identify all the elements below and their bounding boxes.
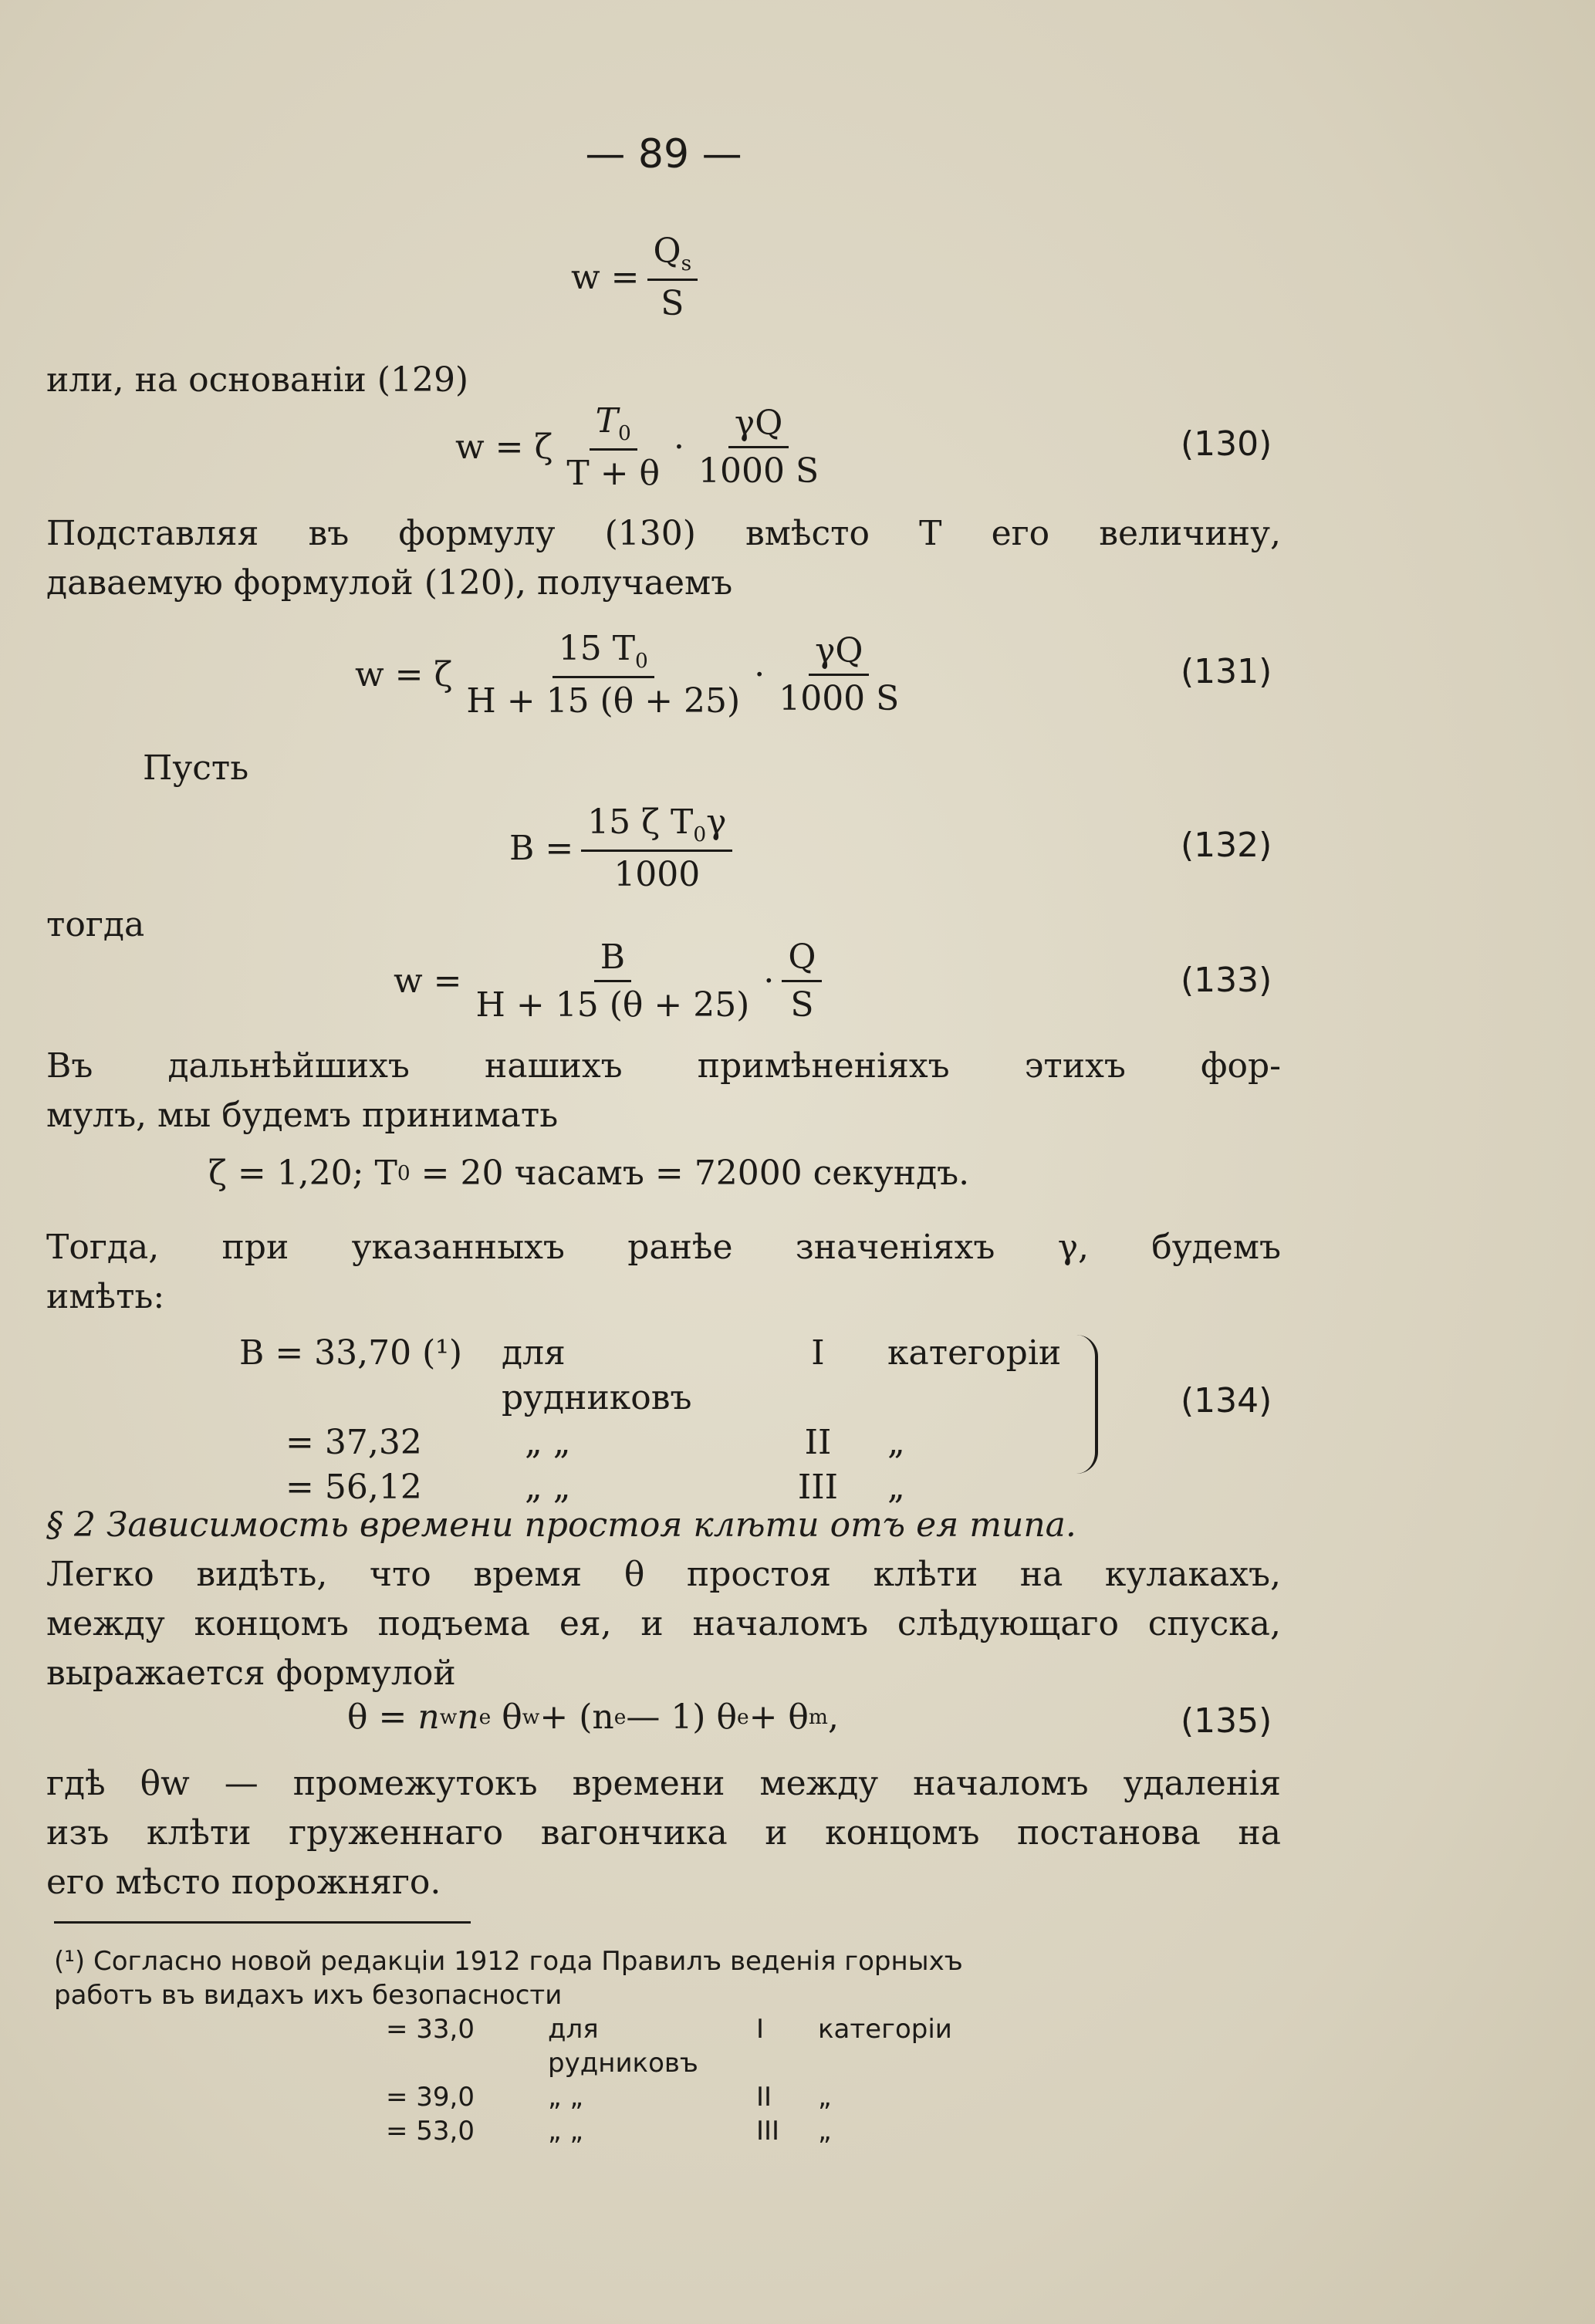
table-cell-cat: „	[887, 1468, 905, 1507]
equation-number-130: (130)	[1181, 424, 1272, 464]
subscript: e	[736, 1705, 749, 1729]
paragraph-line: Подставляя въ формулу (130) вмѣсто T его величину,	[46, 514, 1281, 553]
subscript: e	[613, 1705, 627, 1729]
fraction-numerator: B	[594, 937, 631, 982]
table-cell-cat: „	[818, 2082, 832, 2113]
fraction-numerator: T	[595, 401, 618, 441]
equation-number-131: (131)	[1181, 652, 1272, 691]
section-heading: § 2 Зависимость времени простоя клѣти отъ ея типа.	[46, 1505, 1076, 1545]
fraction-numerator-tail: γ	[706, 802, 727, 842]
dot-operator: ·	[754, 654, 765, 694]
section-2	[46, 1501, 1281, 1698]
fraction	[470, 937, 756, 1025]
table-row	[239, 1331, 1073, 1420]
fraction	[692, 404, 825, 491]
footnote-line: работъ въ видахъ ихъ безопасности	[54, 1980, 563, 2011]
fraction-numerator: γQ	[728, 404, 789, 448]
table-cell-num: I	[756, 2014, 765, 2045]
table-cell-mine: „ „	[548, 2082, 584, 2113]
fraction-denominator: 1000	[613, 854, 701, 894]
table-cell-mine: „ „	[548, 2116, 584, 2147]
fraction-denominator: S	[661, 283, 684, 323]
fraction-denominator: 1000 S	[779, 678, 900, 718]
table-cell-value: = 56,12	[286, 1468, 422, 1507]
eq-part: ,	[827, 1697, 839, 1737]
values-part1: ζ = 1,20; T	[208, 1154, 397, 1193]
subscript: s	[681, 251, 692, 275]
equation-lhs: w = ζ	[455, 427, 553, 467]
table-row	[386, 2012, 952, 2080]
fraction-numerator: 15 T	[558, 629, 636, 668]
fraction-denominator: S	[790, 985, 814, 1025]
table-cell-value: = 53,0	[386, 2116, 475, 2147]
subscript: e	[478, 1705, 492, 1729]
paragraph-line: мулъ, мы будемъ принимать	[46, 1096, 559, 1135]
equation-lhs: B =	[509, 828, 574, 868]
table-cell-num: III	[797, 1468, 839, 1507]
text-or-based: или, на основаніи (129)	[46, 360, 469, 400]
eq-part: — 1) θ	[626, 1697, 737, 1737]
paragraph-further	[46, 1042, 1281, 1140]
table-row	[386, 2080, 926, 2114]
page-number: — 89 —	[585, 131, 742, 177]
paragraph-line: даваемую формулой (120), получаемъ	[46, 563, 733, 603]
subscript: w	[439, 1705, 458, 1729]
dot-operator: ·	[674, 427, 685, 467]
paragraph-where	[46, 1759, 1281, 1907]
paragraph-line: имѣть:	[46, 1277, 165, 1316]
equation-number-133: (133)	[1181, 961, 1272, 1000]
table-cell-value: = 39,0	[386, 2082, 475, 2113]
table-cell-value: = 33,0	[386, 2014, 475, 2045]
equation-132	[509, 802, 740, 894]
fraction	[772, 631, 905, 718]
fraction	[581, 802, 732, 894]
table-cell-cat: „	[887, 1423, 905, 1462]
subscript: 0	[635, 648, 648, 673]
fraction	[560, 401, 666, 493]
subscript: 0	[617, 421, 631, 445]
table-cell-num: I	[811, 1333, 825, 1373]
fraction-numerator: Q	[782, 937, 822, 982]
eq-var: n	[457, 1697, 479, 1737]
paragraph-line: его мѣсто порожняго.	[46, 1863, 441, 1902]
paragraph-then	[46, 1223, 1281, 1322]
table-row	[239, 1420, 1073, 1465]
equation-134-table	[239, 1331, 1073, 1510]
fraction-numerator: 15 ζ T	[587, 802, 694, 842]
fraction-denominator: 1000 S	[698, 451, 819, 491]
table-cell-mine: для рудниковъ	[502, 1333, 692, 1417]
equation-130	[455, 401, 833, 493]
right-brace	[1076, 1335, 1098, 1474]
footnote-line: (¹) Согласно новой редакціи 1912 года Правилъ веденія горныхъ	[54, 1946, 963, 1977]
equation-lhs: w =	[571, 257, 640, 297]
dot-operator: ·	[763, 961, 775, 1001]
table-cell-mine: для рудниковъ	[548, 2014, 698, 2079]
fraction	[647, 231, 698, 323]
equation-131	[355, 629, 913, 721]
eq-var: n	[417, 1697, 440, 1737]
equation-lhs: w =	[394, 961, 462, 1001]
table-cell-mine: „ „	[525, 1423, 571, 1462]
equation-number-135: (135)	[1181, 1701, 1272, 1741]
section-paragraph	[46, 1550, 1281, 1698]
equation-135	[347, 1697, 839, 1737]
paragraph-substitute	[46, 509, 1281, 608]
equation-number-132: (132)	[1181, 826, 1272, 865]
text-let: Пусть	[143, 748, 249, 788]
equation-w-simple	[571, 231, 705, 323]
fraction-denominator: H + 15 (θ + 25)	[475, 985, 750, 1025]
subscript: w	[522, 1705, 540, 1729]
eq-part: + θ	[749, 1697, 809, 1737]
paragraph-line: Тогда, при указанныхъ ранѣе значеніяхъ γ, будемъ	[46, 1228, 1281, 1267]
equation-values	[208, 1154, 969, 1193]
eq-var: θ	[502, 1697, 522, 1737]
footnote	[54, 1944, 1281, 2012]
footnote-rule	[54, 1921, 471, 1924]
table-cell-cat: категоріи	[818, 2014, 952, 2045]
paragraph-line: гдѣ θw — промежутокъ времени между началомъ удаленія	[46, 1764, 1281, 1803]
fraction-numerator: Q	[653, 231, 681, 271]
footnote-table	[386, 2012, 952, 2148]
table-cell-num: II	[756, 2082, 772, 2113]
values-part2: = 20 часамъ = 72000 секундъ.	[421, 1154, 970, 1193]
table-cell-cat: категоріи	[887, 1333, 1062, 1373]
table-row	[386, 2114, 926, 2148]
fraction-numerator: γQ	[809, 631, 869, 676]
subscript: m	[808, 1705, 828, 1729]
table-cell-num: III	[756, 2116, 780, 2147]
table-cell-num: II	[804, 1423, 832, 1462]
fraction-denominator: H + 15 (θ + 25)	[466, 681, 741, 721]
eq-part: + (n	[539, 1697, 614, 1737]
paragraph-line: изъ клѣти груженнаго вагончика и концомъ постанова на	[46, 1813, 1281, 1853]
paragraph-line: выражается формулой	[46, 1653, 456, 1693]
fraction-denominator: T + θ	[566, 453, 661, 493]
table-cell-value: = 37,32	[286, 1423, 422, 1462]
equation-lhs: w = ζ	[355, 654, 453, 694]
fraction	[460, 629, 746, 721]
subscript: 0	[397, 1161, 411, 1185]
equation-number-134: (134)	[1181, 1381, 1272, 1420]
paragraph-line: Легко видѣть, что время θ простоя клѣти на кулакахъ,	[46, 1555, 1281, 1594]
table-cell-mine: „ „	[525, 1468, 571, 1507]
table-cell-cat: „	[818, 2116, 832, 2147]
paragraph-line: между концомъ подъема ея, и началомъ слѣдующаго спуска,	[46, 1604, 1281, 1643]
eq-part: θ =	[347, 1697, 407, 1737]
paragraph-line: Въ дальнѣйшихъ нашихъ примѣненіяхъ этихъ фор-	[46, 1046, 1281, 1086]
text-then: тогда	[46, 905, 145, 944]
table-cell-value: B = 33,70 (¹)	[239, 1333, 463, 1373]
subscript: 0	[693, 822, 707, 846]
equation-133	[394, 937, 830, 1025]
fraction	[782, 937, 822, 1025]
